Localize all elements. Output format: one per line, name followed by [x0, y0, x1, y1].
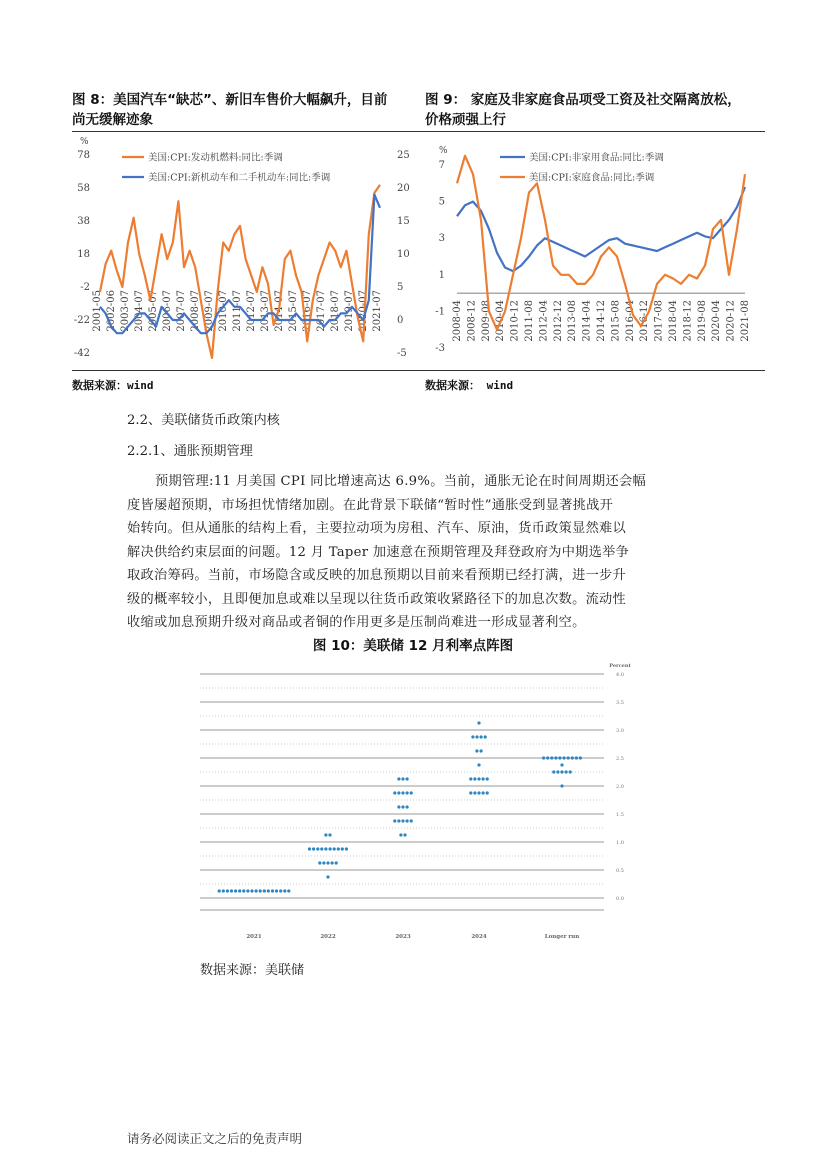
rate-dot	[552, 770, 555, 773]
x-tick-label: 2013-07	[260, 290, 271, 332]
fig8-chart	[72, 135, 417, 367]
x-tick-label: 2020-12	[725, 300, 737, 342]
x-tick-label: 2012-12	[552, 300, 564, 342]
y-tick-label: 3	[438, 233, 445, 245]
rate-dot	[579, 756, 582, 759]
rate-dot	[399, 833, 402, 836]
x-tick-label: 2009-08	[480, 300, 492, 342]
y-right-tick-label: 20	[397, 183, 410, 194]
legend-label: 美国:CPI:非家用食品:同比:季调	[529, 152, 664, 164]
rate-dot	[275, 889, 278, 892]
rate-dot	[550, 756, 553, 759]
rate-dot	[575, 756, 578, 759]
rate-dot	[397, 791, 400, 794]
x-tick-label: 2002-06	[106, 290, 117, 332]
rate-dot	[250, 889, 253, 892]
rate-dot	[271, 889, 274, 892]
rate-dot	[279, 889, 282, 892]
y-tick-label: 1.5	[616, 812, 624, 818]
fig9-chart	[425, 135, 765, 367]
rate-dot	[345, 847, 348, 850]
rate-dot	[283, 889, 286, 892]
rate-dot	[560, 784, 563, 787]
rate-dot	[475, 735, 478, 738]
fig9-title-line1: 图 9： 家庭及非家庭食品项受工资及社交隔离放松，	[425, 92, 741, 108]
rate-dot	[484, 735, 487, 738]
x-tick-label: 2006-07	[162, 290, 173, 332]
fig10-svg	[196, 662, 632, 944]
rate-dot	[406, 805, 409, 808]
rate-dot	[410, 791, 413, 794]
x-tick-label: 2021-08	[740, 300, 751, 342]
rate-dot	[406, 791, 409, 794]
category-label: 2024	[471, 934, 487, 940]
rate-dot	[473, 777, 476, 780]
rate-dot	[556, 770, 559, 773]
rate-dot	[542, 756, 545, 759]
rate-dot	[473, 791, 476, 794]
x-tick-label: 2016-07	[302, 290, 313, 332]
rate-dot	[560, 763, 563, 766]
legend-label: 美国:CPI:发动机燃料:同比:季调	[148, 152, 283, 164]
rate-dot	[571, 756, 574, 759]
x-tick-label: 2018-07	[330, 290, 341, 332]
x-tick-label: 2012-07	[246, 290, 257, 332]
rate-dot	[393, 791, 396, 794]
x-tick-label: 2014-04	[581, 300, 593, 342]
x-tick-label: 2001-05	[92, 290, 103, 332]
y-left-tick-label: 38	[77, 216, 90, 227]
y-tick-label: 1	[438, 269, 445, 281]
rate-dot	[563, 756, 566, 759]
rate-dot	[328, 833, 331, 836]
y-left-tick-label: 58	[77, 183, 90, 194]
category-label: Longer run	[544, 934, 580, 940]
x-tick-label: 2017-08	[653, 300, 665, 342]
x-tick-label: 2011-07	[232, 290, 243, 332]
category-label: 2021	[246, 934, 262, 940]
rate-dot	[565, 770, 568, 773]
rate-dot	[569, 770, 572, 773]
paragraph-line: 取政治筹码。当前，市场隐含或反映的加息预期以目前来看预期已经打满，进一步升	[127, 568, 627, 583]
rate-dot	[324, 847, 327, 850]
rate-dot	[477, 777, 480, 780]
x-tick-label: 2020-04	[711, 300, 723, 342]
fig8-unit-label: %	[80, 137, 89, 147]
rate-dot	[242, 889, 245, 892]
rate-dot	[406, 819, 409, 822]
y-right-tick-label: 25	[397, 150, 410, 161]
x-tick-label: 2005-07	[148, 290, 159, 332]
y-right-tick-label: -5	[397, 348, 407, 359]
fig9-unit-label: %	[439, 146, 448, 156]
rate-dot	[471, 735, 474, 738]
rate-dot	[546, 756, 549, 759]
rate-dot	[312, 847, 315, 850]
rate-dot	[482, 777, 485, 780]
x-tick-label: 2008-07	[190, 290, 201, 332]
x-tick-label: 2018-12	[682, 300, 694, 342]
y-tick-label: 2.0	[616, 784, 624, 790]
rate-dot	[469, 791, 472, 794]
x-tick-label: 2009-07	[204, 290, 215, 332]
x-tick-label: 2014-07	[274, 290, 285, 332]
paragraph-line: 级的概率较小，且即便加息或难以呈现以往货币政策收紧路径下的加息次数。流动性	[127, 591, 627, 607]
rate-dot	[486, 791, 489, 794]
y-right-tick-label: 5	[397, 282, 404, 293]
rate-dot	[263, 889, 266, 892]
category-label: 2023	[395, 934, 411, 940]
x-tick-label: 2018-04	[668, 300, 679, 342]
x-tick-label: 2017-07	[316, 290, 327, 332]
x-tick-label: 2020-07	[358, 290, 369, 332]
legend-label: 美国:CPI:新机动车和二手机动车:同比:季调	[148, 172, 331, 184]
y-tick-label: -1	[435, 306, 445, 318]
x-tick-label: 2010-12	[509, 300, 521, 342]
y-tick-label: -3	[435, 343, 445, 354]
rate-dot	[329, 847, 332, 850]
fig9-svg	[425, 135, 765, 367]
x-tick-label: 2011-08	[524, 300, 535, 342]
rate-dot	[401, 791, 404, 794]
percent-label: Percent	[609, 663, 631, 669]
rate-dot	[259, 889, 262, 892]
x-tick-label: 2003-07	[120, 290, 131, 332]
fig10-source: 数据来源：美联储	[200, 963, 305, 978]
rate-dot	[320, 847, 323, 850]
y-tick-label: 0.5	[616, 868, 624, 874]
top-rule	[72, 131, 765, 132]
rate-dot	[341, 847, 344, 850]
paragraph-line: 解决供给约束层面的问题。12 月 Taper 加速意在预期管理及拜登政府为中期选举争	[127, 544, 630, 560]
rate-dot	[558, 756, 561, 759]
rate-dot	[238, 889, 241, 892]
y-right-tick-label: 10	[397, 249, 410, 260]
y-right-tick-label: 15	[397, 216, 410, 227]
fig8-title-line2: 尚无缓解迹象	[72, 112, 153, 128]
x-tick-label: 2010-07	[218, 290, 229, 332]
y-left-tick-label: -2	[80, 282, 90, 293]
rate-dot	[397, 819, 400, 822]
rate-dot	[406, 777, 409, 780]
footer-disclaimer: 请务必阅读正文之后的免责声明	[127, 1131, 303, 1146]
y-tick-label: 2.5	[616, 756, 624, 762]
fig8-title	[72, 90, 417, 130]
x-tick-label: 2008-12	[466, 300, 478, 342]
rate-dot	[486, 777, 489, 780]
rate-dot	[401, 777, 404, 780]
x-tick-label: 2008-04	[452, 300, 463, 342]
rate-dot	[246, 889, 249, 892]
x-tick-label: 2010-04	[495, 300, 507, 342]
rate-dot	[326, 875, 329, 878]
rate-dot	[234, 889, 237, 892]
y-tick-label: 1.0	[616, 840, 624, 846]
rate-dot	[477, 763, 480, 766]
paragraph-line: 始转向。但从通胀的结构上看，主要拉动项为房租、汽车、原油，货币政策显然难以	[127, 521, 627, 536]
section-heading-2-2: 2.2、美联储货币政策内核	[127, 413, 280, 428]
x-tick-label: 2016-04	[624, 300, 636, 342]
category-label: 2022	[320, 934, 336, 940]
rate-dot	[480, 749, 483, 752]
rate-dot	[560, 770, 563, 773]
mid-rule	[72, 370, 765, 371]
x-tick-label: 2016-12	[639, 300, 651, 342]
rate-dot	[267, 889, 270, 892]
rate-dot	[410, 819, 413, 822]
rate-dot	[230, 889, 233, 892]
rate-dot	[218, 889, 221, 892]
fig8-title-line1: 图 8：美国汽车“缺芯”、新旧车售价大幅飙升，目前	[72, 92, 388, 108]
x-tick-label: 2012-04	[538, 300, 550, 342]
fig8-svg	[72, 135, 417, 367]
rate-dot	[401, 819, 404, 822]
rate-dot	[554, 756, 557, 759]
rate-dot	[397, 805, 400, 808]
x-tick-label: 2015-08	[610, 300, 622, 342]
x-tick-label: 2013-08	[567, 300, 579, 342]
x-tick-label: 2015-07	[288, 290, 299, 332]
rate-dot	[222, 889, 225, 892]
rate-dot	[255, 889, 258, 892]
rate-dot	[326, 861, 329, 864]
rate-dot	[567, 756, 570, 759]
x-tick-label: 2004-07	[134, 290, 145, 332]
section-heading-2-2-1: 2.2.1、通胀预期管理	[127, 444, 253, 459]
y-left-tick-label: -42	[73, 348, 90, 359]
y-tick-label: 3.0	[616, 728, 624, 734]
rate-dot	[480, 735, 483, 738]
fig10-chart	[196, 662, 632, 944]
fig9-title-line2: 价格顽强上行	[425, 112, 506, 128]
rate-dot	[333, 847, 336, 850]
fig10-title: 图 10：美联储 12 月利率点阵图	[312, 638, 514, 654]
rate-dot	[322, 861, 325, 864]
fig9-source: 数据来源： wind	[425, 379, 514, 392]
rate-dot	[393, 819, 396, 822]
y-right-tick-label: 0	[397, 315, 404, 326]
rate-dot	[477, 791, 480, 794]
rate-dot	[318, 861, 321, 864]
fig9-title	[425, 90, 770, 130]
rate-dot	[403, 833, 406, 836]
rate-dot	[308, 847, 311, 850]
x-tick-label: 2019-07	[344, 290, 355, 332]
paragraph-line: 预期管理:11 月美国 CPI 同比增速高达 6.9%。当前，通胀无论在时间周期还会幅	[155, 474, 647, 489]
rate-dot	[401, 805, 404, 808]
legend-label: 美国:CPI:家庭食品:同比:季调	[529, 172, 655, 184]
rate-dot	[287, 889, 290, 892]
rate-dot	[316, 847, 319, 850]
y-left-tick-label: -22	[73, 315, 90, 326]
rate-dot	[335, 861, 338, 864]
rate-dot	[337, 847, 340, 850]
fig8-source: 数据来源：wind	[72, 379, 154, 392]
rate-dot	[475, 749, 478, 752]
x-tick-label: 2007-07	[176, 290, 187, 332]
paragraph-line: 度皆屡超预期，市场担忧情绪加剧。在此背景下联储“暂时性”通胀受到显著挑战开	[127, 497, 614, 513]
y-tick-label: 3.5	[616, 700, 624, 706]
body-paragraph	[127, 470, 727, 635]
x-tick-label: 2021-07	[372, 290, 383, 332]
y-tick-label: 7	[438, 160, 445, 171]
y-left-tick-label: 18	[77, 249, 90, 260]
rate-dot	[469, 777, 472, 780]
y-tick-label: 5	[438, 196, 445, 208]
y-tick-label: 0.0	[616, 896, 624, 902]
y-left-tick-label: 78	[77, 150, 90, 161]
rate-dot	[324, 833, 327, 836]
paragraph-line: 收缩或加息预期升级对商品或者铜的作用更多是压制尚难进一形成显著利空。	[127, 615, 586, 630]
rate-dot	[397, 777, 400, 780]
x-tick-label: 2014-12	[596, 300, 607, 342]
rate-dot	[477, 721, 480, 724]
y-tick-label: 4.0	[616, 672, 624, 678]
rate-dot	[482, 791, 485, 794]
rate-dot	[226, 889, 229, 892]
rate-dot	[331, 861, 334, 864]
x-tick-label: 2019-08	[696, 300, 708, 342]
